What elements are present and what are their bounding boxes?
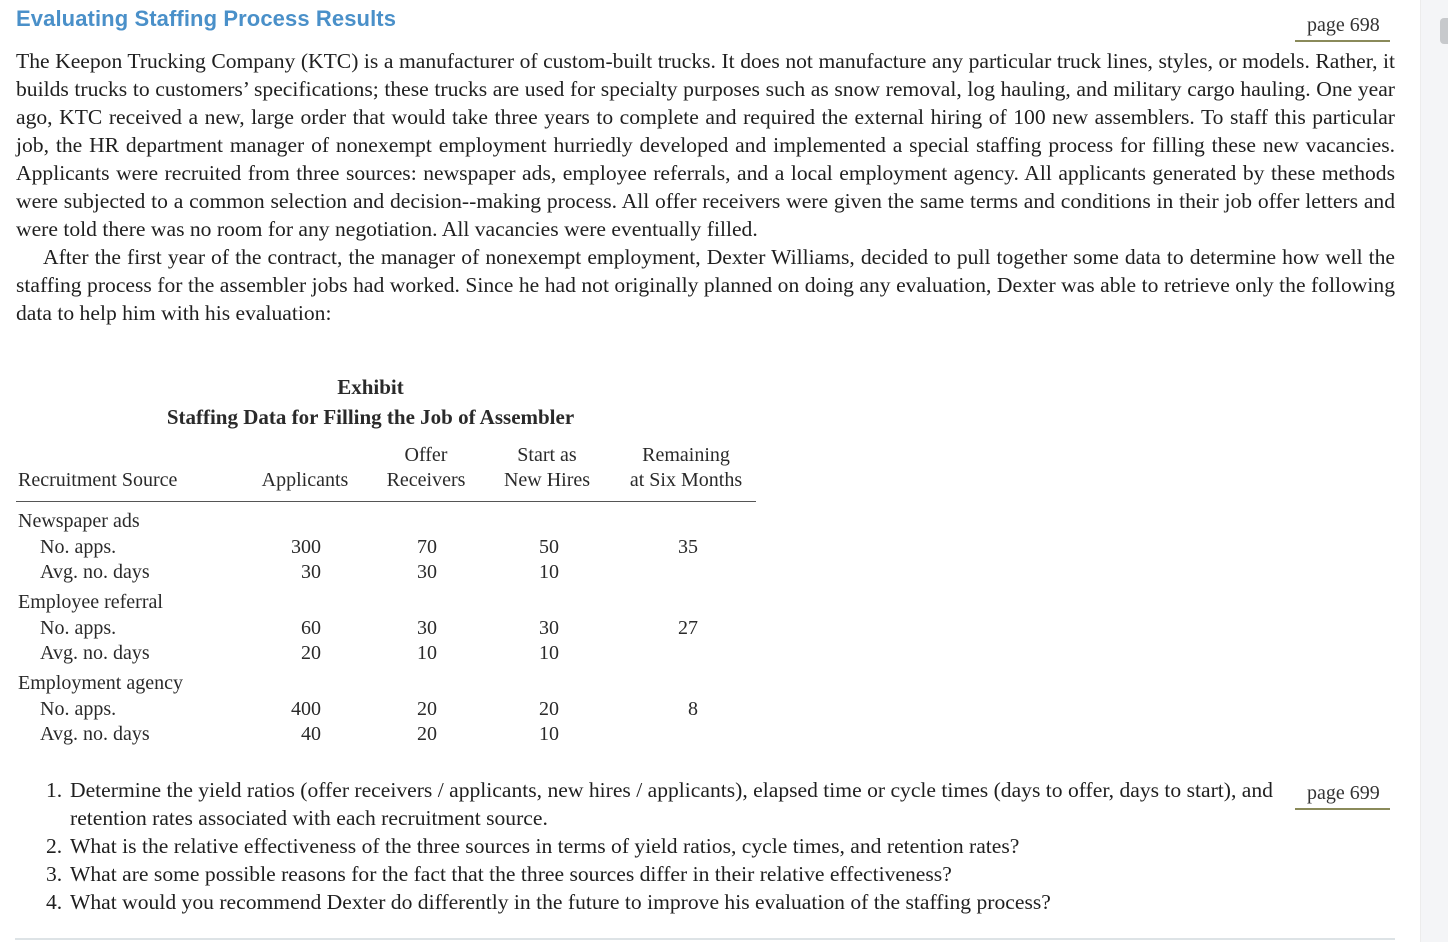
question-item bbox=[46, 888, 1291, 916]
question-number: 2. bbox=[46, 834, 63, 858]
applicants-value: 300 bbox=[291, 536, 321, 558]
question-text: What are some possible reasons for the fact that the three sources differ in their relative effectiveness? bbox=[70, 862, 952, 886]
applicants-value: 60 bbox=[301, 617, 321, 639]
offer-value: 70 bbox=[417, 536, 437, 558]
question-text: What would you recommend Dexter do differently in the future to improve his evaluation of the staffing process? bbox=[70, 890, 1051, 914]
col-header-source: Recruitment Source bbox=[18, 469, 178, 491]
question-number: 1. bbox=[46, 778, 63, 802]
question-item bbox=[46, 860, 1291, 888]
paragraph-1: The Keepon Trucking Company (KTC) is a manufacturer of custom-built trucks. It does not manufacture any particular truck lines, styles, or models. Rather, it builds trucks to customers’ specifications; these trucks are used for specialty purposes such as snow removal, log hauling, and military cargo hauling. One year ago, KTC received a new, large order that would take three years to complete and required the external hiring of 100 new assemblers. To staff this particular job, the HR department manager of nonexempt employment hurriedly developed and implemented a special staffing process for filling these new vacancies. Applicants were recruited from three sources: newspaper ads, employee referrals, and a local employment agency. All applicants generated by these methods were subjected to a common selection and decision--making process. All offer receivers were given the same terms and conditions in their job offer letters and were told there was no room for any negotiation. All vacancies were eventually filled. bbox=[16, 49, 1395, 241]
applicants-days: 30 bbox=[301, 561, 321, 583]
row-label-days: Avg. no. days bbox=[40, 723, 150, 745]
offer-days: 30 bbox=[417, 561, 437, 583]
question-text: Determine the yield ratios (offer receivers / applicants, new hires / applicants), elapsed time or cycle times (days to offer, days to start), and retention rates associated with each recruitment source. bbox=[70, 778, 1273, 830]
start-days: 10 bbox=[539, 723, 559, 745]
row-label-days: Avg. no. days bbox=[40, 642, 150, 664]
col-header-start-l2: New Hires bbox=[503, 469, 591, 491]
source-label: Employment agency bbox=[18, 672, 183, 694]
vertical-scrollbar[interactable] bbox=[1420, 0, 1448, 942]
col-header-applicants: Applicants bbox=[261, 469, 349, 491]
col-header-offer-l2: Receivers bbox=[386, 469, 466, 491]
remaining-value: 35 bbox=[678, 536, 698, 558]
remaining-value: 27 bbox=[678, 617, 698, 639]
col-header-start-l1: Start as bbox=[517, 444, 577, 466]
start-days: 10 bbox=[539, 642, 559, 664]
start-value: 30 bbox=[539, 617, 559, 639]
bottom-divider bbox=[15, 938, 1395, 940]
question-number: 3. bbox=[46, 862, 63, 886]
source-label: Employee referral bbox=[18, 591, 163, 613]
paragraph-2: After the first year of the contract, the manager of nonexempt employment, Dexter Williams, decided to pull together some data to determine how well the staffing process for the assembler jobs had worked. Since he had not originally planned on doing any evaluation, Dexter was able to retrieve only the following data to help him with his evaluation: bbox=[16, 245, 1395, 325]
question-item bbox=[46, 776, 1291, 832]
question-number: 4. bbox=[46, 890, 63, 914]
questions-list bbox=[46, 776, 1291, 916]
section-title: Evaluating Staffing Process Results bbox=[16, 6, 397, 31]
offer-value: 30 bbox=[417, 617, 437, 639]
scrollbar-thumb[interactable] bbox=[1440, 18, 1448, 44]
header-rule bbox=[16, 501, 756, 502]
row-label-days: Avg. no. days bbox=[40, 561, 150, 583]
offer-value: 20 bbox=[417, 698, 437, 720]
col-header-remaining-l1: Remaining bbox=[642, 444, 730, 466]
start-days: 10 bbox=[539, 561, 559, 583]
applicants-days: 40 bbox=[301, 723, 321, 745]
start-value: 20 bbox=[539, 698, 559, 720]
col-header-remaining-l2: at Six Months bbox=[629, 469, 743, 491]
remaining-value: 8 bbox=[688, 698, 698, 720]
case-body bbox=[16, 47, 1395, 327]
row-label-apps: No. apps. bbox=[40, 698, 117, 720]
col-header-offer-l1: Offer bbox=[404, 444, 448, 466]
row-label-apps: No. apps. bbox=[40, 617, 117, 639]
applicants-value: 400 bbox=[291, 698, 321, 720]
source-label: Newspaper ads bbox=[18, 510, 140, 532]
question-item bbox=[46, 832, 1291, 860]
offer-days: 10 bbox=[417, 642, 437, 664]
page-marker-698: page 698 bbox=[1295, 12, 1390, 42]
question-text: What is the relative effectiveness of the three sources in terms of yield ratios, cycle times, and retention rates? bbox=[70, 834, 1020, 858]
exhibit-title: Staffing Data for Filling the Job of Assembler bbox=[166, 405, 575, 429]
applicants-days: 20 bbox=[301, 642, 321, 664]
offer-days: 20 bbox=[417, 723, 437, 745]
row-label-apps: No. apps. bbox=[40, 536, 117, 558]
exhibit-label: Exhibit bbox=[337, 375, 404, 399]
start-value: 50 bbox=[539, 536, 559, 558]
page-marker-699: page 699 bbox=[1295, 780, 1390, 810]
